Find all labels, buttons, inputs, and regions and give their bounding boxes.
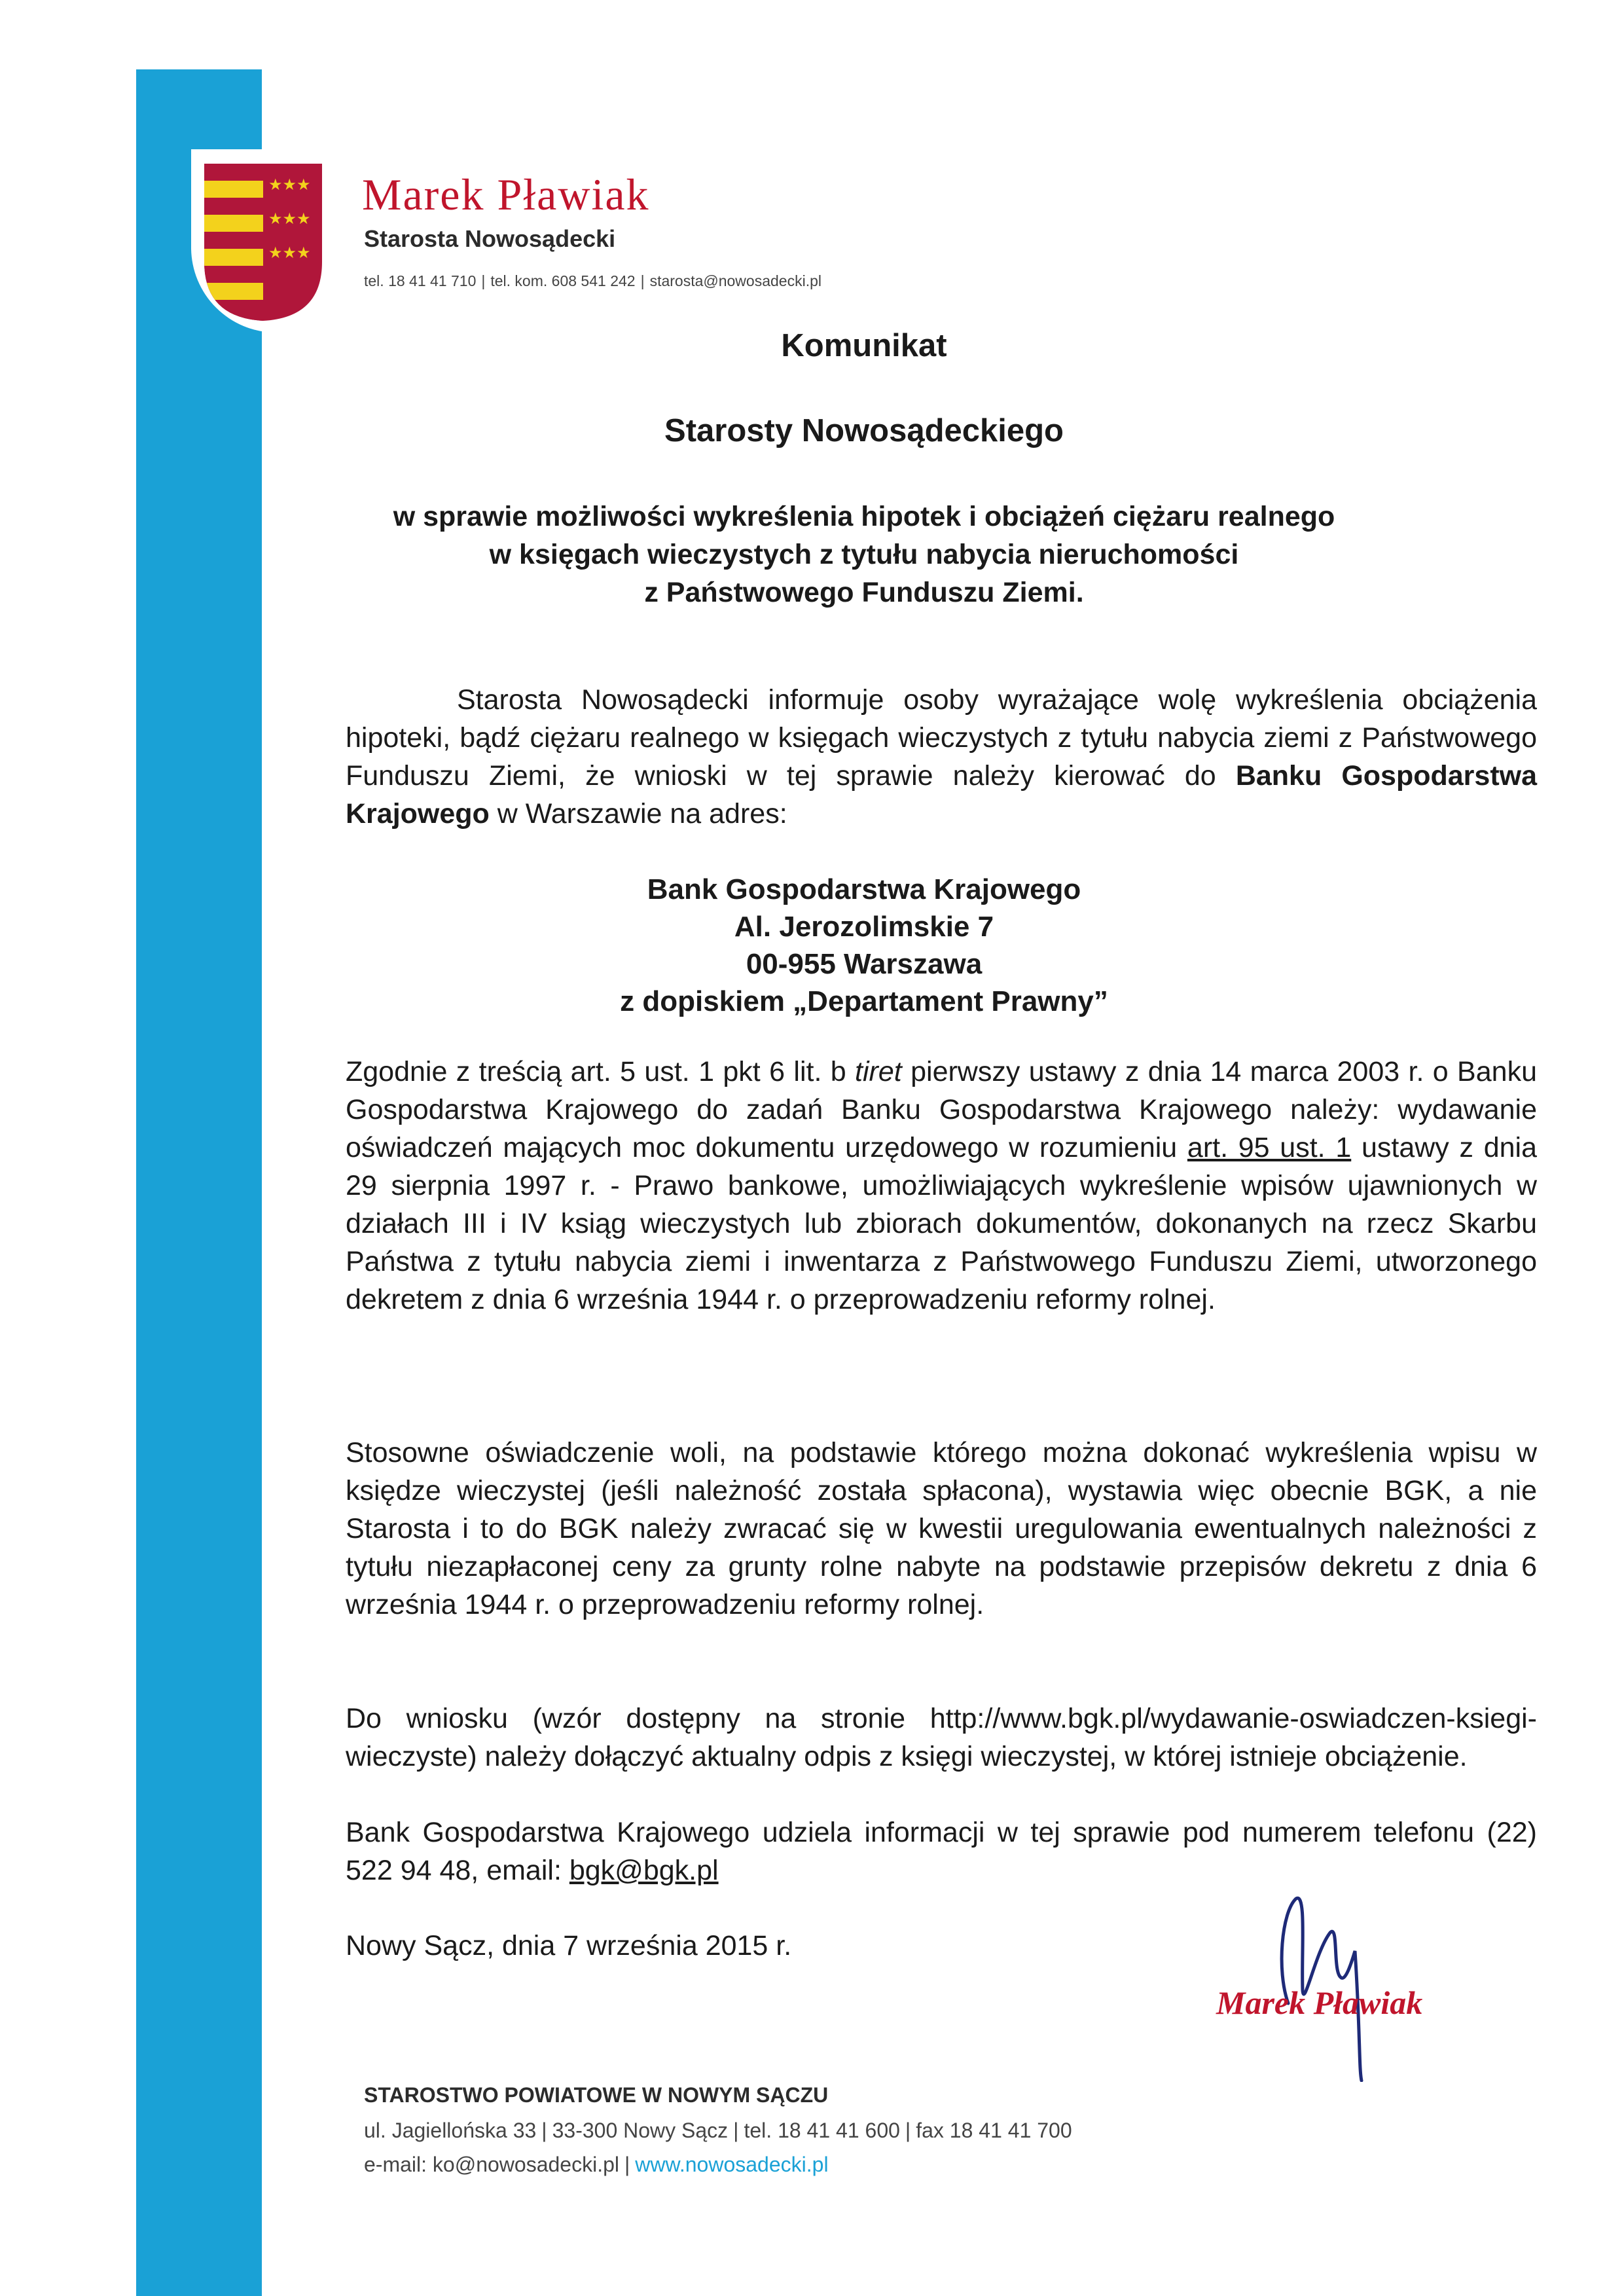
author-name: Marek Pławiak [362,170,650,219]
paragraph-contact: Bank Gospodarstwa Krajowego udziela informacji w tej sprawie pod numerem telefonu (22) 522 94 48, email: bgk@bgk.pl [346,1817,1537,1886]
paragraph-declaration: Stosowne oświadczenie woli, na podstawie którego można dokonać wykreślenia wpisu w księdze wieczystej (jeśli należność została spłacona), wystawia więc obecnie BGK, a nie Starosta i to do BGK należy zwracać się w kwestii uregulowania ewentualnych należności z tytułu niezapłaconej ceny za grunty rolne nabyte na podstawie przepisów dekretu z dnia 6 września 1944 r. o przeprowadzeniu reformy rolnej. [346,1437,1537,1620]
document-heading: Komunikat [781,328,947,363]
subject-line: z Państwowego Funduszu Ziemi. [644,577,1084,608]
paragraph-legal-basis: Zgodnie z treścią art. 5 ust. 1 pkt 6 lit. b tiret pierwszy ustawy z dnia 14 marca 2003 r. o Banku Gospodarstwa Krajowego do zadań Banku Gospodarstwa Krajowego należy: wydawanie oświadczeń mających moc dokumentu urzędowego w rozumieniu art. 95 ust. 1 ustawy z dnia 29 sierpnia 1997 r. - Prawo bankowe, umożliwiających wykreślenie wpisów ujawnionych w działach III i IV ksiąg wieczystych lub zbiorach dokumentów, dokonanych na rzecz Skarbu Państwa z tytułu nabycia ziemi i inwentarza z Państwowego Funduszu Ziemi, utworzonego dekretem z dnia 6 września 1944 r. o przeprowadzeniu reformy rolnej. [346,1056,1538,1315]
paragraph-intro: Starosta Nowosądecki informuje osoby wyrażające wolę wykreślenia obciążenia hipoteki, bądź ciężaru realnego w księgach wieczystych z tytułu nabycia ziemi z Państwowego Funduszu Ziemi, że wnioski w tej sprawie należy kierować do Banku Gospodarstwa Krajowego w Warszawie na adres: [346,684,1538,829]
footer-web-line: e-mail: ko@nowosadecki.pl | www.nowosadecki.pl [364,2153,829,2176]
author-title: Starosta Nowosądecki [364,225,616,252]
address-line: z dopiskiem „Departament Prawny” [620,985,1108,1017]
address-line: 00-955 Warszawa [746,948,983,980]
footer-email: e-mail: ko@nowosadecki.pl [364,2153,619,2176]
author-contact: tel. 18 41 41 710 | tel. kom. 608 541 242 | starosta@nowosadecki.pl [364,272,821,289]
svg-text:★★★: ★★★ [268,210,311,228]
bank-name-bold: Banku Gospodarstwa Krajowego [346,760,1538,829]
svg-text:★★★: ★★★ [268,175,311,194]
address-line: Bank Gospodarstwa Krajowego [647,873,1081,905]
paragraph-application: Do wniosku (wzór dostępny na stronie http://www.bgk.pl/wydawanie-oswiadczen-ksiegi-wieczyste) należy dołączyć aktualny odpis z księgi wieczystej, w której istnieje obciążenie. [346,1703,1537,1772]
svg-text:★★★: ★★★ [268,244,311,262]
document-subject [340,498,1388,611]
email-link[interactable]: bgk@bgk.pl [569,1855,719,1886]
subject-line: w sprawie możliwości wykreślenia hipotek i obciążeń ciężaru realnego [393,501,1335,532]
document-subheading: Starosty Nowosądeckiego [664,413,1064,448]
side-band [136,69,262,2296]
coat-of-arms-icon [204,164,322,321]
signature-stamp: Marek Pławiak [1216,1984,1423,2021]
footer-website-link[interactable]: www.nowosadecki.pl [635,2153,829,2176]
bank-address [340,871,1388,1020]
address-line: Al. Jerozolimskie 7 [734,911,994,943]
subject-line: w księgach wieczystych z tytułu nabycia nieruchomości [489,539,1239,570]
footer-address-line: ul. Jagiellońska 33 | 33-300 Nowy Sącz | tel. 18 41 41 600 | fax 18 41 41 700 [364,2119,1072,2142]
author-email: starosta@nowosadecki.pl [649,272,821,289]
handwritten-signature [1204,1872,1479,2082]
document-date: Nowy Sącz, dnia 7 września 2015 r. [346,1930,792,1961]
footer-office: STAROSTWO POWIATOWE W NOWYM SĄCZU [364,2083,829,2107]
author-mobile: tel. kom. 608 541 242 [490,272,636,289]
author-tel: tel. 18 41 41 710 [364,272,477,289]
law-link[interactable]: art. 95 ust. 1 [1187,1132,1352,1163]
